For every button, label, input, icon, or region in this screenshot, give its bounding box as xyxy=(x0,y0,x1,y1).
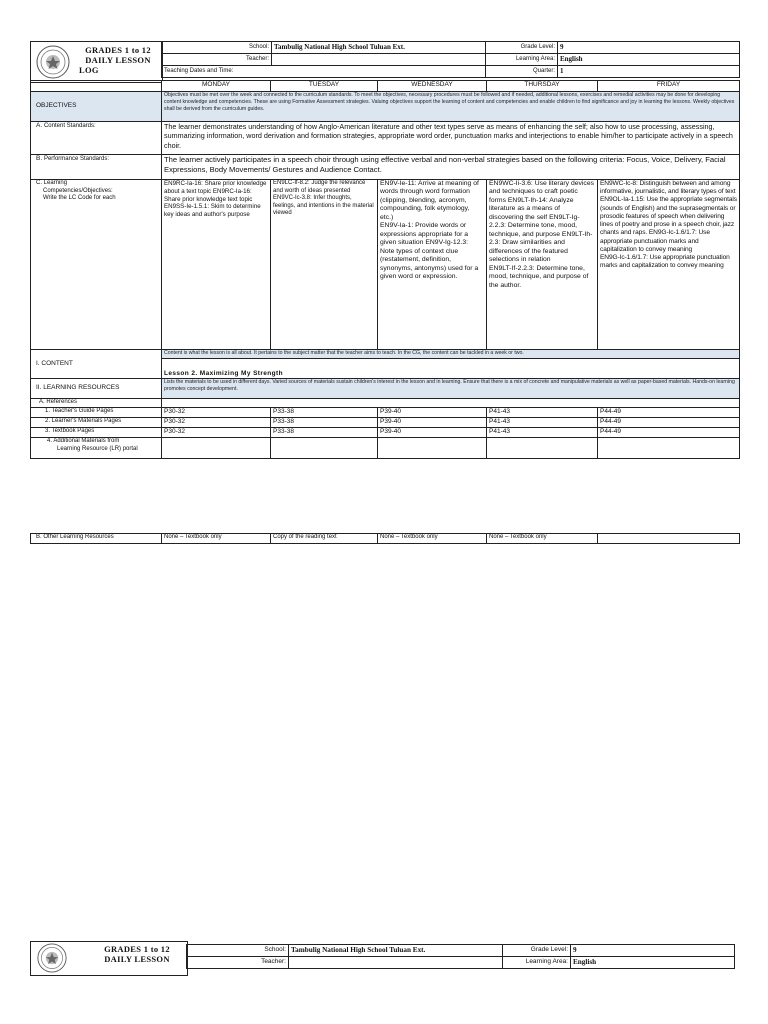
textbook-pages-tuesday[interactable]: P33-38 xyxy=(271,428,378,438)
objectives-label: OBJECTIVES xyxy=(31,92,162,122)
footer-grade-value[interactable]: 9 xyxy=(571,945,735,957)
footer-title-line-1: GRADES 1 to 12 xyxy=(104,944,170,954)
title-line-1: GRADES 1 to 12 xyxy=(85,45,151,55)
footer-title-line-2: DAILY LESSON xyxy=(104,954,170,964)
day-wednesday: WEDNESDAY xyxy=(378,81,487,92)
references-label: A. References xyxy=(31,399,162,408)
quarter-label: Quarter: xyxy=(486,66,558,78)
footer-school-value[interactable]: Tambulig National High School Tuluan Ext. xyxy=(289,945,503,957)
textbook-pages-wednesday[interactable]: P39-40 xyxy=(378,428,487,438)
other-resources-monday[interactable]: None – Textbook only xyxy=(162,534,271,544)
area-label: Learning Area: xyxy=(486,54,558,66)
deped-seal-icon xyxy=(37,943,67,973)
area-value[interactable]: English xyxy=(558,54,740,66)
content-standards-label: A. Content Standards: xyxy=(31,122,162,155)
additional-materials-label: 4. Additional Materials from Learning Resource (LR) portal xyxy=(31,438,162,459)
tg-pages-monday[interactable]: P30-32 xyxy=(162,408,271,418)
other-resources-tuesday[interactable]: Copy of the reading text xyxy=(271,534,378,544)
lesson-log-table xyxy=(30,80,740,459)
textbook-pages-friday[interactable]: P44-49 xyxy=(598,428,740,438)
competencies-tuesday[interactable]: EN9LC-If-8.2: Judge the relevance and worth of ideas presented EN9VC-Ic-3.8: Infer thoughts, feelings, and intentions in the material viewed xyxy=(271,180,378,350)
other-resources-friday[interactable] xyxy=(598,534,740,544)
tg-pages-thursday[interactable]: P41-43 xyxy=(487,408,598,418)
resources-note: Lists the materials to be used in different days. Varied sources of materials sustain children's interest in the lesson and in learning. Ensure that there is a mix of concrete and manipulative materials as well as paper-based materials. Hands-on learning promotes concept development. xyxy=(162,379,740,399)
dates-label: Teaching Dates and Time: xyxy=(162,66,486,78)
tg-pages-tuesday[interactable]: P33-38 xyxy=(271,408,378,418)
other-resources-wednesday[interactable]: None – Textbook only xyxy=(378,534,487,544)
footer-grade-label: Grade Level: xyxy=(503,945,571,957)
teacher-label: Teacher: xyxy=(162,54,272,66)
tg-pages-label: 1. Teacher's Guide Pages xyxy=(31,408,162,418)
footer-info-table xyxy=(186,944,735,969)
day-monday: MONDAY xyxy=(162,81,271,92)
day-header-blank xyxy=(31,81,162,92)
textbook-pages-thursday[interactable]: P41-43 xyxy=(487,428,598,438)
header-info-table xyxy=(161,41,740,78)
footer-area-value[interactable]: English xyxy=(571,957,735,969)
school-label: School: xyxy=(162,42,272,54)
footer-title-box xyxy=(30,941,188,976)
lm-pages-friday[interactable]: P44-49 xyxy=(598,418,740,428)
header-title-box xyxy=(30,41,163,83)
quarter-value[interactable]: 1 xyxy=(558,66,740,78)
grade-value[interactable]: 9 xyxy=(558,42,740,54)
additional-wednesday[interactable] xyxy=(378,438,487,459)
competencies-thursday[interactable]: EN9WC-Ii-3.6: Use literary devices and techniques to craft poetic forms EN9LT-Ih-14: Analyze literature as a means of discovering the self EN9LT-Ig-2.2.3: Determine tone, mood, technique, and purpose EN9LT-Ih-2.3: Draw similarities and differences of the featured selections in relation EN9LT-If-2.2.3: Determine tone, mood, technique, and purpose of the author. xyxy=(487,180,598,350)
additional-monday[interactable] xyxy=(162,438,271,459)
other-resources-table xyxy=(30,533,740,544)
competencies-monday[interactable]: EN9RC-Ia-16: Share prior knowledge about a text topic EN9RC-Ia-16: Share prior knowledge text topic EN9SS-Ie-1.5.1: Skim to determine key ideas and author's purpose xyxy=(162,180,271,350)
footer-school-label: School: xyxy=(187,945,289,957)
content-lesson[interactable]: Lesson 2. Maximizing My Strength xyxy=(162,359,740,379)
lm-pages-monday[interactable]: P30-32 xyxy=(162,418,271,428)
grade-label: Grade Level: xyxy=(486,42,558,54)
competencies-label: C. Learning Competencies/Objectives: Write the LC Code for each xyxy=(31,180,162,350)
competencies-wednesday[interactable]: EN9V-Ie-11: Arrive at meaning of words through word formation (clipping, blending, acronym, compounding, folk etymology, etc.) EN9V-Ia-1: Provide words or expressions appropriate for a given situation EN9V-Ig-12.3: Note types of context clue (restatement, definition, synonyms, antonyms) used for a given word or expression. xyxy=(378,180,487,350)
textbook-pages-label: 3. Textbook Pages xyxy=(31,428,162,438)
school-value[interactable]: Tambulig National High School Tuluan Ext. xyxy=(272,42,486,54)
teacher-value[interactable] xyxy=(272,54,486,66)
title-line-2: DAILY LESSON xyxy=(85,55,151,65)
lm-pages-thursday[interactable]: P41-43 xyxy=(487,418,598,428)
textbook-pages-monday[interactable]: P30-32 xyxy=(162,428,271,438)
other-resources-thursday[interactable]: None – Textbook only xyxy=(487,534,598,544)
additional-thursday[interactable] xyxy=(487,438,598,459)
content-note: Content is what the lesson is all about. It pertains to the subject matter that the teacher aims to teach. In the CG, the content can be tackled in a week or two. xyxy=(162,350,740,359)
footer-teacher-label: Teacher: xyxy=(187,957,289,969)
tg-pages-friday[interactable]: P44-49 xyxy=(598,408,740,418)
lm-pages-wednesday[interactable]: P39-40 xyxy=(378,418,487,428)
competencies-friday[interactable]: EN9WC-Ic-8: Distinguish between and among informative, journalistic, and literary types of text EN9OL-Ia-1.15: Use the appropriate segmentals (sounds of English) and the suprasegmentals or prosodic features of speech when delivering lines of poetry and prose in a speech choir, jazz chants and raps. EN9G-Ic-1.6/1.7: Use appropriate punctuation marks and capitalization to convey meaning EN9G-Ic-1.6/1.7: Use appropriate punctuation marks and capitalization to convey meaning xyxy=(598,180,740,350)
day-tuesday: TUESDAY xyxy=(271,81,378,92)
content-label: I. CONTENT xyxy=(31,350,162,379)
additional-friday[interactable] xyxy=(598,438,740,459)
day-friday: FRIDAY xyxy=(598,81,740,92)
day-thursday: THURSDAY xyxy=(487,81,598,92)
additional-tuesday[interactable] xyxy=(271,438,378,459)
content-standards-text[interactable]: The learner demonstrates understanding of how Anglo-American literature and other text types serve as means of enhancing the self; also how to use processing, assessing, summarizing information, word derivation and formation strategies, appropriate word order, punctuation marks and interjections to enable him/her to participate actively in a speech choir. xyxy=(162,122,740,155)
objectives-note: Objectives must be met over the week and connected to the curriculum standards. To meet the objectives, necessary procedures must be followed and if needed, additional lessons, exercises and remedial activities may be done for developing content knowledge and competencies. These are using Formative Assessment strategies. Valuing objectives support the learning of content and competencies and enable children to find significance and joy in learning the lessons. Weekly objectives shall be derived from the curriculum guides. xyxy=(162,92,740,122)
other-resources-label: B. Other Learning Resources xyxy=(31,534,162,544)
lm-pages-tuesday[interactable]: P33-38 xyxy=(271,418,378,428)
resources-label: II. LEARNING RESOURCES xyxy=(31,379,162,399)
deped-seal-icon xyxy=(36,45,70,79)
performance-standards-text[interactable]: The learner actively participates in a speech choir through using effective verbal and non-verbal strategies based on the following criteria: Focus, Voice, Delivery, Facial Expressions, Body Movements/ Gestures and Audience Contact. xyxy=(162,155,740,180)
title-line-3: LOG xyxy=(79,65,99,75)
footer-teacher-value[interactable] xyxy=(289,957,503,969)
tg-pages-wednesday[interactable]: P39-40 xyxy=(378,408,487,418)
footer-area-label: Learning Area: xyxy=(503,957,571,969)
references-blank xyxy=(162,399,740,408)
lm-pages-label: 2. Learner's Materials Pages xyxy=(31,418,162,428)
performance-standards-label: B. Performance Standards: xyxy=(31,155,162,180)
